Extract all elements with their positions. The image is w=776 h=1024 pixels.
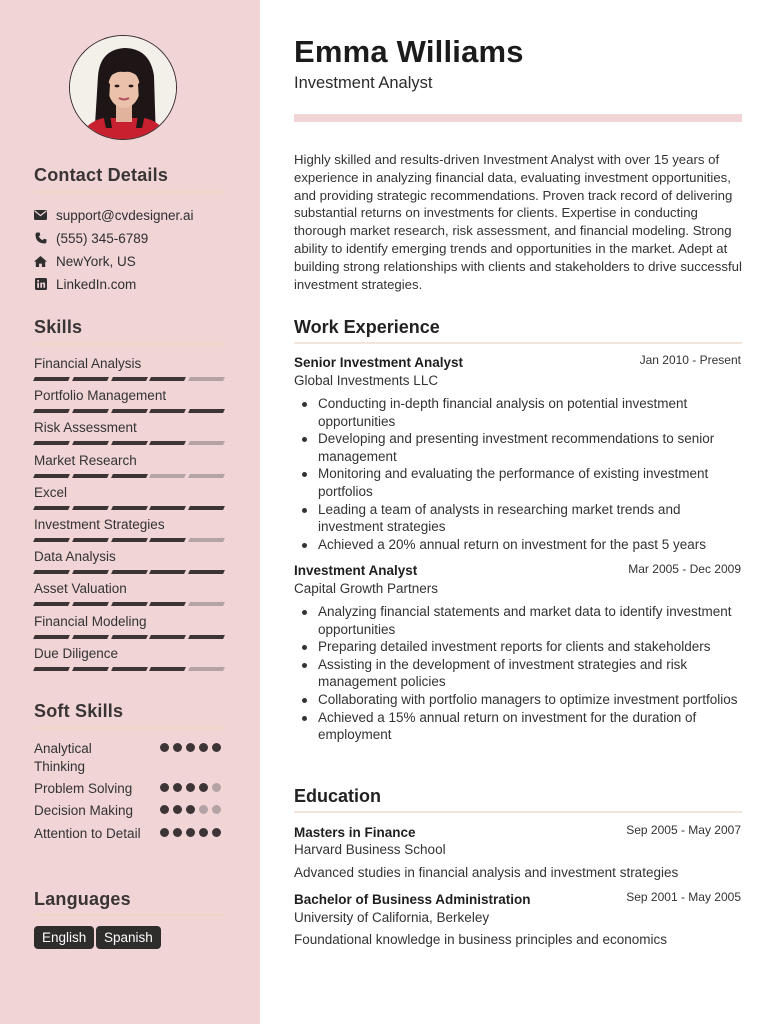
skill-level-segment	[72, 474, 109, 478]
skill-level-segment	[111, 667, 148, 671]
skill-level-segment	[72, 570, 109, 574]
skill-level-segment	[149, 506, 186, 510]
education-description: Foundational knowledge in business principles and economics	[294, 932, 667, 947]
language-badge: English	[34, 926, 94, 949]
degree-title: Masters in Finance	[294, 825, 416, 840]
profile-summary: Highly skilled and results-driven Investment Analyst with over 15 years of experience in analyzing financial data, evaluating investment opportunities, and providing strategic recommendations. Proven track record of delivering substantial returns on investments for clients. Expertise in conducting thorough market research, risk assessment, and financial modeling. Strong ability to identify emerging trends and opportunities in the market. Adept at building strong relationships with clients and stakeholders to drive successful investment strategies.	[294, 152, 742, 292]
title-accent-bar	[294, 114, 742, 122]
skill-level-segment	[111, 538, 148, 542]
skill-level-bar	[34, 538, 224, 543]
skill-label: Financial Analysis	[34, 356, 142, 371]
skill-level-bar	[34, 474, 224, 479]
work-experience-heading: Work Experience	[294, 317, 440, 337]
home-icon	[34, 255, 47, 268]
skill-level-segment	[33, 538, 70, 542]
skill-label: Market Research	[34, 452, 137, 468]
linkedin-icon	[34, 278, 47, 291]
rating-dot	[160, 805, 169, 814]
responsibility-item: Collaborating with portfolio managers to optimize investment portfolios	[318, 691, 748, 709]
job-company: Global Investments LLC	[294, 373, 439, 388]
skills-divider	[34, 343, 224, 345]
skill-level-segment	[149, 409, 186, 413]
skill-level-segment	[72, 667, 109, 671]
contact-email[interactable]	[34, 206, 194, 224]
skill-level-segment	[149, 441, 186, 445]
soft-skill-rating	[160, 828, 221, 837]
skills-heading: Skills	[34, 317, 83, 337]
rating-dot	[199, 743, 208, 752]
skill-level-segment	[111, 602, 148, 606]
skill-level-bar	[34, 667, 224, 672]
soft-skill-rating	[160, 743, 221, 752]
skill-level-bar	[34, 409, 224, 414]
skill-level-segment	[72, 409, 109, 413]
languages-heading: Languages	[34, 889, 131, 909]
education-description: Advanced studies in financial analysis and investment strategies	[294, 865, 679, 880]
skill-level-segment	[111, 570, 148, 574]
skill-level-bar	[34, 506, 224, 511]
skill-level-segment	[188, 474, 225, 478]
envelope-icon	[34, 209, 47, 222]
rating-dot	[186, 805, 195, 814]
degree-title: Bachelor of Business Administration	[294, 892, 531, 907]
skill-level-segment	[33, 441, 70, 445]
skill-level-bar	[34, 602, 224, 607]
responsibility-item: Leading a team of analysts in researching market trends and investment strategies	[318, 501, 748, 536]
responsibility-item: Achieved a 15% annual return on investment for the duration of employment	[318, 709, 748, 744]
languages-divider	[34, 914, 224, 916]
main-content	[260, 0, 776, 1024]
email-text: support@cvdesigner.ai	[56, 207, 194, 223]
contact-location	[34, 252, 136, 270]
skill-label: Due Diligence	[34, 645, 119, 661]
skill-level-segment	[72, 506, 109, 510]
skill-level-segment	[188, 538, 225, 542]
skill-level-segment	[149, 602, 186, 606]
skill-level-segment	[149, 377, 186, 381]
responsibility-item: Analyzing financial statements and market data to identify investment opportunities	[318, 603, 748, 638]
skill-label: Portfolio Management	[34, 388, 167, 404]
skill-level-segment	[72, 602, 109, 606]
rating-dot	[212, 805, 221, 814]
skill-level-segment	[188, 667, 225, 671]
skill-level-segment	[111, 635, 148, 639]
education-dates: Sep 2001 - May 2005	[626, 890, 741, 904]
rating-dot	[160, 743, 169, 752]
language-badge: Spanish	[96, 926, 161, 949]
candidate-name: Emma Williams	[294, 34, 524, 69]
rating-dot	[173, 828, 182, 837]
skill-level-segment	[149, 667, 186, 671]
location-text: NewYork, US	[56, 253, 136, 269]
rating-dot	[173, 783, 182, 792]
skill-label: Excel	[34, 484, 68, 500]
skill-level-segment	[188, 506, 225, 510]
skill-level-segment	[33, 570, 70, 574]
skill-level-segment	[149, 474, 186, 478]
rating-dot	[173, 743, 182, 752]
skill-level-bar	[34, 441, 224, 446]
skill-level-bar	[34, 377, 224, 382]
job-title: Investment Analyst	[294, 563, 418, 578]
skill-label: Investment Strategies	[34, 517, 165, 532]
education-heading: Education	[294, 786, 382, 806]
skill-level-segment	[33, 474, 70, 478]
responsibility-item: Achieved a 20% annual return on investment for the past 5 years	[318, 536, 748, 554]
job-company: Capital Growth Partners	[294, 581, 439, 596]
skill-level-segment	[33, 409, 70, 413]
job-responsibilities	[318, 603, 748, 744]
skill-label: Financial Modeling	[34, 613, 147, 629]
skill-label: Data Analysis	[34, 549, 116, 565]
skill-level-segment	[188, 635, 225, 639]
skill-level-segment	[111, 506, 148, 510]
job-dates: Mar 2005 - Dec 2009	[628, 562, 741, 576]
rating-dot	[199, 805, 208, 814]
job-dates: Jan 2010 - Present	[639, 353, 741, 367]
contact-heading: Contact Details	[34, 165, 169, 185]
soft-skills-divider	[34, 727, 224, 729]
rating-dot	[160, 828, 169, 837]
skill-level-segment	[33, 602, 70, 606]
skill-level-segment	[111, 409, 148, 413]
skill-level-bar	[34, 570, 224, 575]
soft-skill-label: Attention to Detail	[34, 826, 141, 841]
skill-level-segment	[149, 635, 186, 639]
skill-label: Risk Assessment	[34, 420, 137, 436]
soft-skills-heading: Soft Skills	[34, 701, 124, 721]
contact-phone[interactable]	[34, 229, 148, 247]
skill-level-segment	[72, 635, 109, 639]
skill-level-segment	[111, 474, 148, 478]
rating-dot	[186, 783, 195, 792]
school-name: Harvard Business School	[294, 842, 446, 857]
candidate-title: Investment Analyst	[294, 74, 433, 92]
soft-skill-label: Problem Solving	[34, 781, 133, 796]
rating-dot	[199, 828, 208, 837]
work-experience-divider	[294, 342, 742, 344]
profile-photo	[69, 35, 177, 140]
responsibility-item: Developing and presenting investment recommendations to senior management	[318, 430, 748, 465]
responsibility-item: Preparing detailed investment reports for clients and stakeholders	[318, 638, 748, 656]
responsibility-item: Conducting in-depth financial analysis on potential investment opportunities	[318, 395, 748, 430]
skill-level-segment	[111, 377, 148, 381]
phone-text: (555) 345-6789	[56, 230, 149, 246]
skill-level-segment	[188, 441, 225, 445]
rating-dot	[199, 783, 208, 792]
contact-linkedin[interactable]	[34, 275, 136, 293]
skill-level-segment	[188, 409, 225, 413]
skill-level-segment	[33, 667, 70, 671]
skill-level-segment	[149, 538, 186, 542]
rating-dot	[160, 783, 169, 792]
rating-dot	[186, 743, 195, 752]
skill-label: Asset Valuation	[34, 581, 127, 597]
linkedin-text: LinkedIn.com	[56, 276, 137, 292]
soft-skill-rating	[160, 783, 221, 792]
school-name: University of California, Berkeley	[294, 910, 490, 925]
skill-level-segment	[111, 441, 148, 445]
rating-dot	[212, 743, 221, 752]
sidebar	[0, 0, 260, 1024]
skill-level-segment	[188, 570, 225, 574]
rating-dot	[212, 783, 221, 792]
phone-icon	[34, 232, 47, 245]
responsibility-item: Assisting in the development of investment strategies and risk management policies	[318, 656, 748, 691]
skill-level-segment	[33, 635, 70, 639]
skill-level-bar	[34, 635, 224, 640]
skill-level-segment	[188, 602, 225, 606]
skill-level-segment	[72, 441, 109, 445]
soft-skill-label: Analytical Thinking	[34, 741, 92, 774]
skill-level-segment	[188, 377, 225, 381]
skill-level-segment	[33, 377, 70, 381]
rating-dot	[173, 805, 182, 814]
skill-level-segment	[149, 570, 186, 574]
job-title: Senior Investment Analyst	[294, 355, 464, 370]
soft-skill-rating	[160, 805, 221, 814]
education-divider	[294, 811, 742, 813]
skill-level-segment	[72, 538, 109, 542]
responsibility-item: Monitoring and evaluating the performance of existing investment portfolios	[318, 465, 748, 500]
rating-dot	[186, 828, 195, 837]
skill-level-segment	[33, 506, 70, 510]
education-dates: Sep 2005 - May 2007	[626, 823, 741, 837]
job-responsibilities	[318, 395, 748, 553]
skill-level-segment	[72, 377, 109, 381]
contact-divider	[34, 191, 224, 193]
soft-skill-label: Decision Making	[34, 803, 134, 818]
rating-dot	[212, 828, 221, 837]
